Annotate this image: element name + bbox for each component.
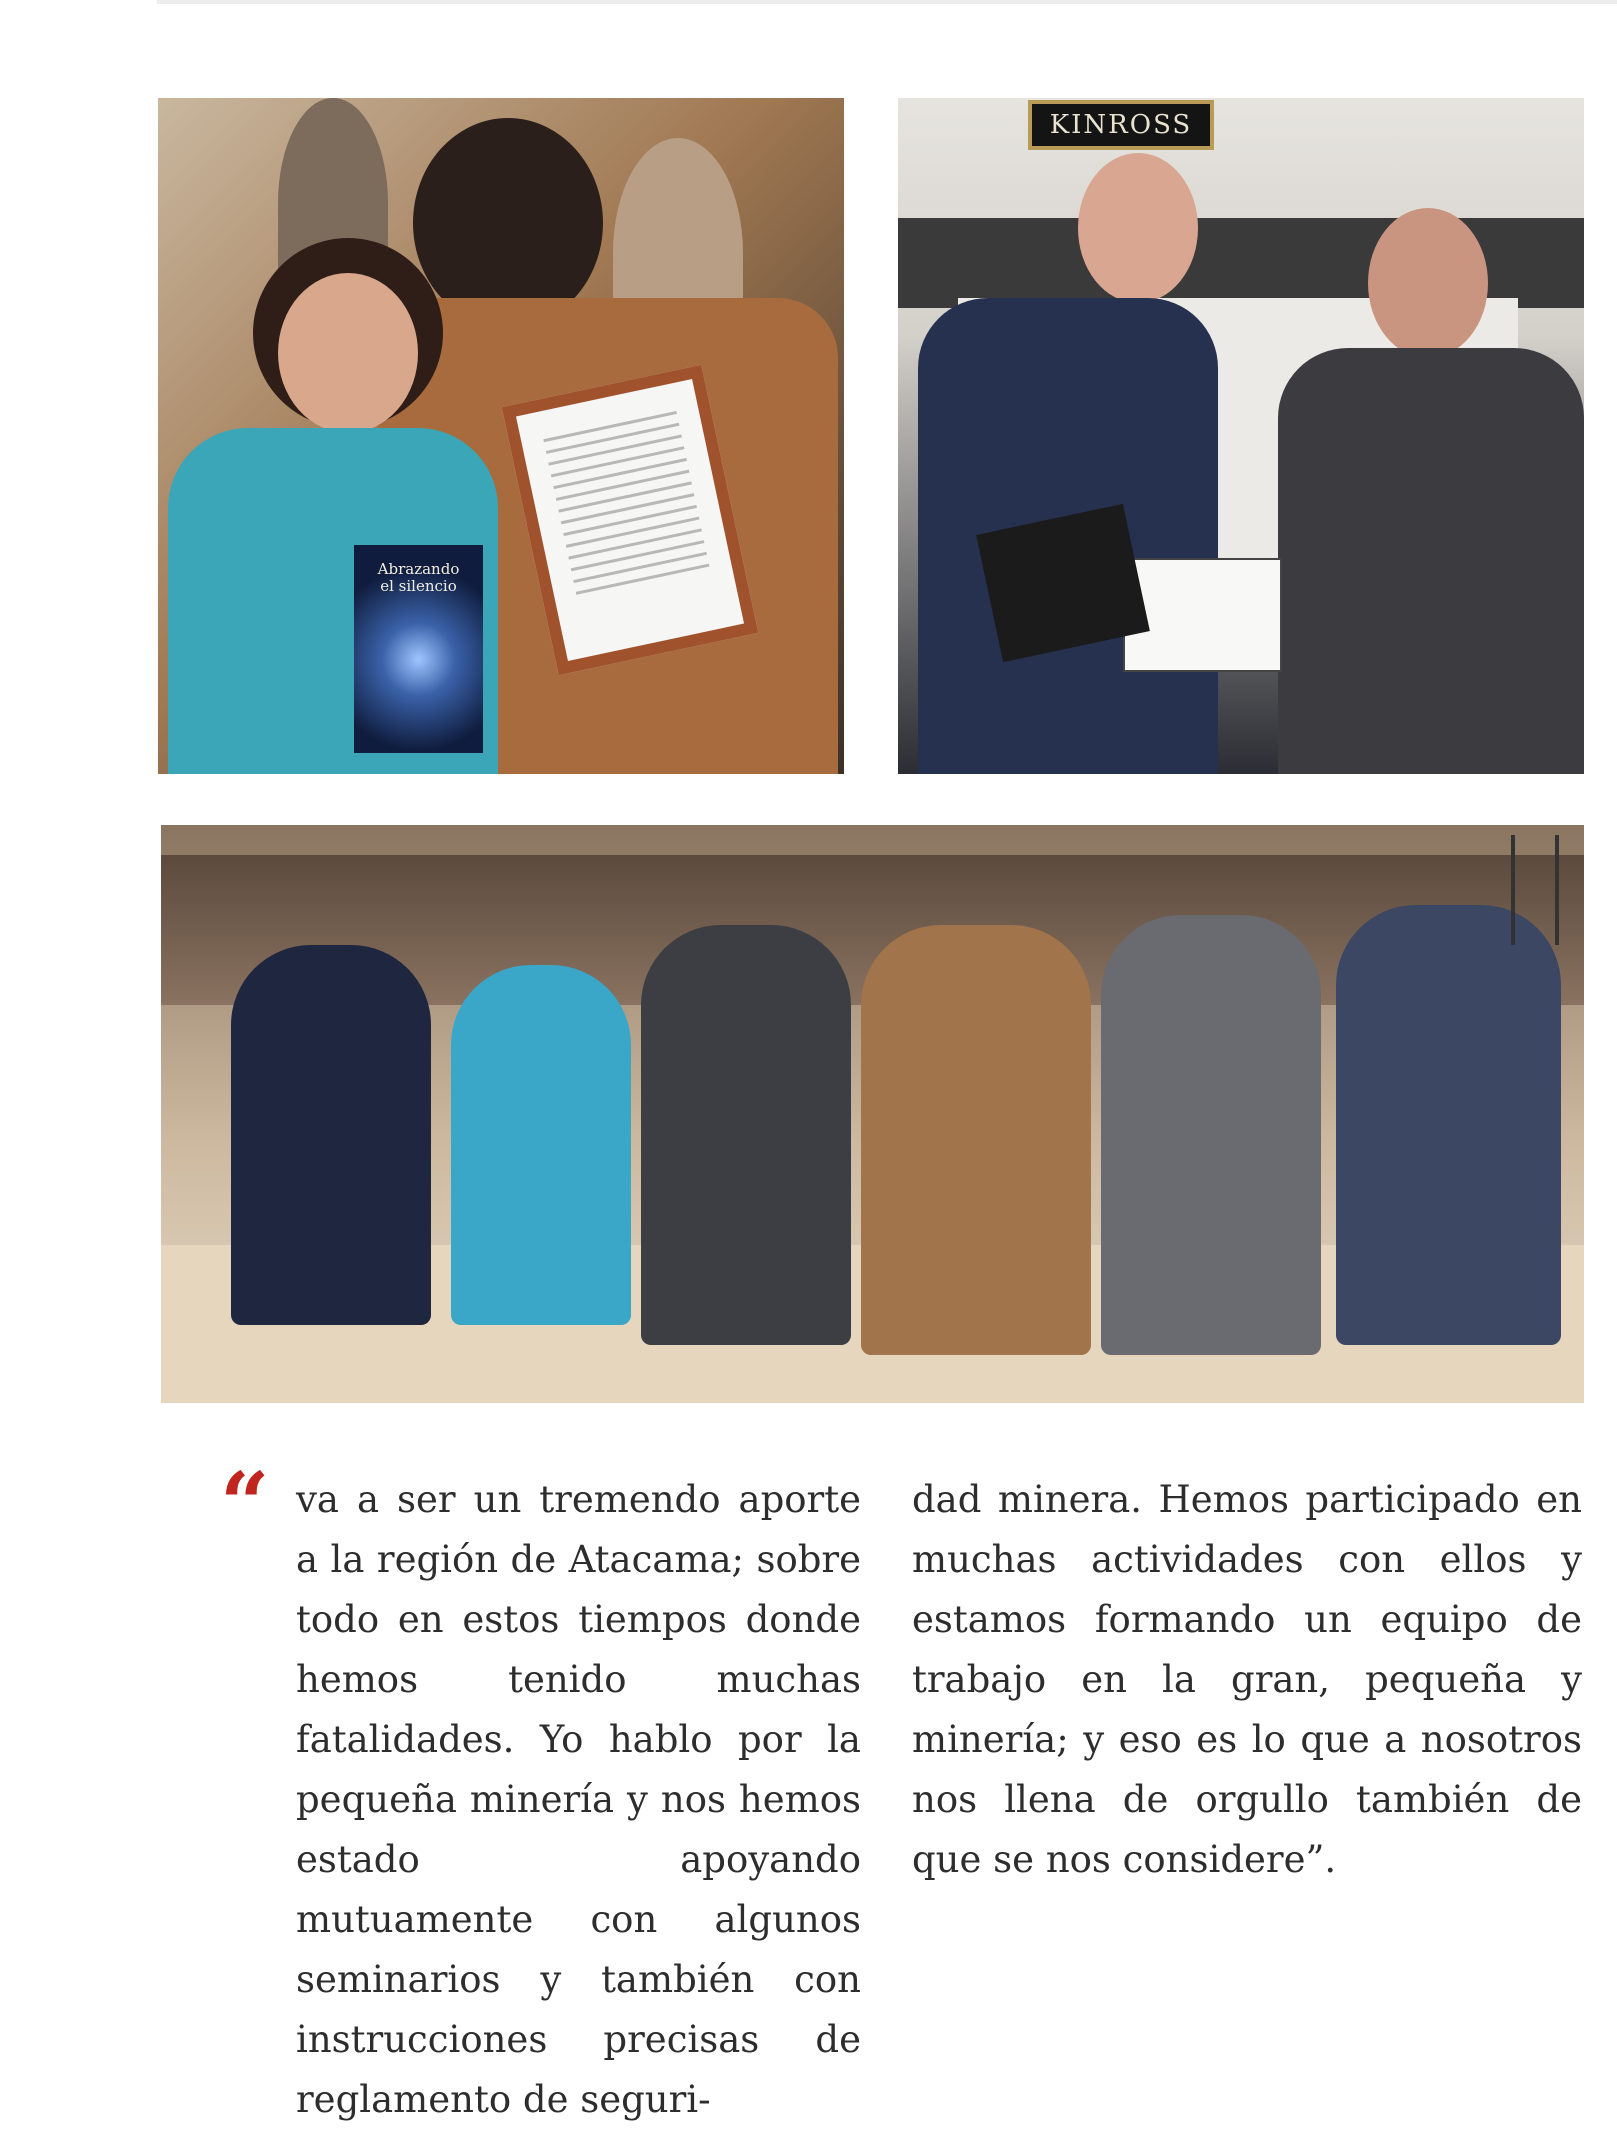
book-cover	[354, 545, 483, 753]
quote-column-right	[912, 1470, 1582, 1890]
open-quote-icon: “	[220, 1454, 270, 1555]
quote-column-left	[191, 1470, 861, 2130]
quote-text-left: va a ser un tremendo aporte a la región de Atacama; sobre todo en estos tiempos donde hemos tenido muchas fatalidades. Yo hablo por la pequeña minería y nos hemos estado apoyando mutuamente con algunos seminarios y también con instrucciones precisas de reglamento de seguri-	[296, 1478, 861, 2121]
attendee-4	[861, 925, 1091, 1355]
woman-face	[278, 273, 418, 433]
photo-book-presentation	[158, 98, 844, 774]
attendee-1	[231, 945, 431, 1325]
top-rule	[157, 0, 1617, 4]
photo-audience	[161, 825, 1584, 1403]
man-left-head	[1078, 153, 1198, 303]
book-title-line-1: Abrazando	[377, 560, 460, 578]
attendee-6	[1336, 905, 1561, 1345]
quote-text-right: dad minera. Hemos participado en muchas actividades con ellos y estamos formando un equipo de trabajo en la gran, pequeña y minería; y eso es lo que a nosotros nos llena de orgullo también de que se nos considere”.	[912, 1478, 1582, 1881]
man-curly-hair	[413, 118, 603, 328]
attendee-3	[641, 925, 851, 1345]
man-right-suit	[1278, 348, 1584, 774]
attendee-2	[451, 965, 631, 1325]
attendee-5	[1101, 915, 1321, 1355]
man-right-head	[1368, 208, 1488, 358]
photo-handshake	[898, 98, 1584, 774]
book-title-line-2: el silencio	[380, 577, 457, 595]
camera-tripod	[1511, 835, 1559, 945]
certificate	[1123, 558, 1282, 672]
kinross-sign: KINROSS	[1028, 100, 1214, 150]
